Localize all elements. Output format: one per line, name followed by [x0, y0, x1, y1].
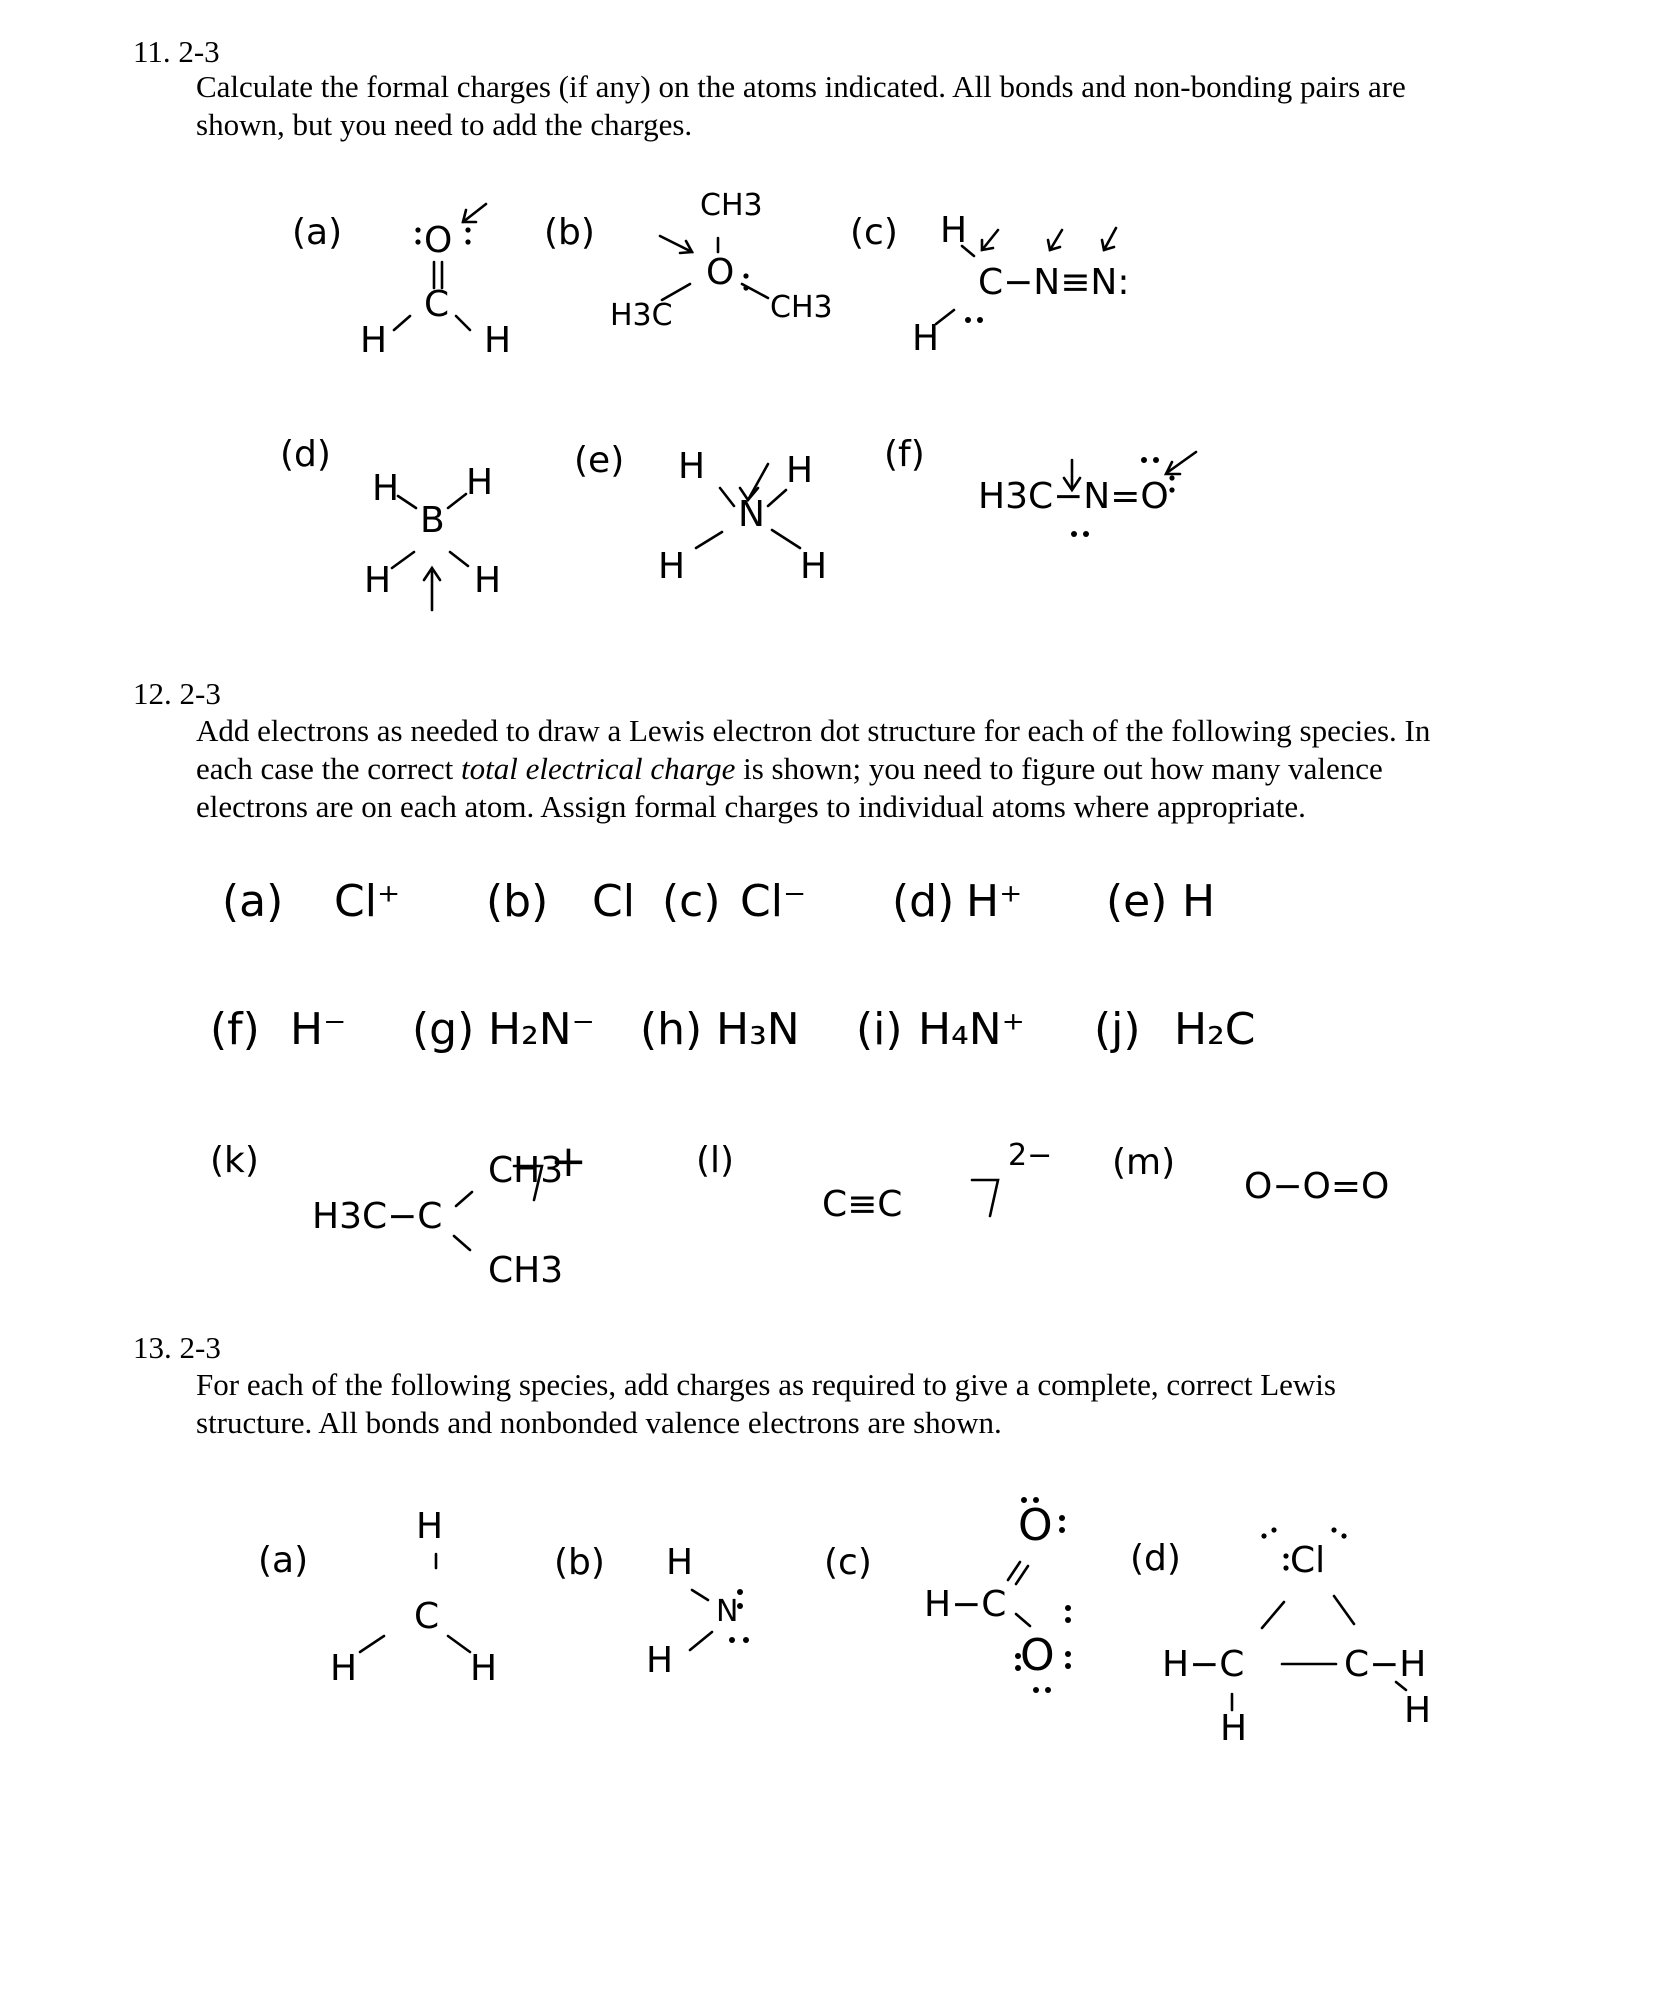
q11a-carbon: C — [424, 284, 450, 325]
q12-text-line1: Add electrons as needed to draw a Lewis electron dot structure for each of the following species. In — [196, 713, 1431, 748]
q12c-formula: Cl⁻ — [740, 876, 807, 927]
q11a-lone-pair-dot — [465, 227, 470, 232]
q13d-chlorine: Cl — [1290, 1540, 1326, 1581]
q11e-bond-upper-left — [720, 488, 734, 506]
q12f-label: (f) — [210, 1004, 260, 1055]
q12m-label: (m) — [1112, 1142, 1176, 1183]
q13d-bond-right-cl — [1334, 1596, 1354, 1624]
q11c-lone-pair-dot — [977, 317, 983, 323]
q11f-lone-pair-dot — [1141, 457, 1147, 463]
q11c-hydrogen-lower: H — [912, 318, 940, 359]
q11e-hydrogen-2: H — [786, 450, 814, 491]
q13c-bond-lower — [1016, 1614, 1030, 1626]
q13d-lone-pair-dot — [1283, 1553, 1288, 1558]
q12k-label: (k) — [210, 1140, 259, 1181]
q11f-formula: H3C−N=O — [978, 476, 1169, 517]
q11d-bond-lower-left — [392, 552, 414, 568]
q12k-bond-lower — [454, 1236, 470, 1250]
q11d-bond-lower-right — [450, 552, 468, 566]
q13d-lone-pair-dot — [1341, 1533, 1346, 1538]
q13b-nitrogen: N — [716, 1594, 739, 1629]
q11d-label: (d) — [280, 434, 331, 475]
q11c-hydrogen-upper: H — [940, 210, 968, 251]
q11b-methyl-top: CH3 — [700, 188, 763, 223]
q11d-hydrogen-1: H — [372, 468, 400, 509]
q11c-formula: C−N≡N: — [978, 262, 1130, 303]
q11a-lone-pair-dot — [415, 227, 420, 232]
q11a-bond-left — [394, 316, 410, 330]
q11a-oxygen: O — [424, 220, 453, 261]
q12k-methyl-lower: CH3 — [488, 1250, 564, 1291]
q12-text-line2-pre: each case the correct — [196, 751, 462, 786]
q12b-formula: Cl — [592, 876, 635, 927]
q12a-formula: Cl⁺ — [334, 876, 401, 927]
q11b-lone-pair-dot — [743, 273, 748, 278]
q11e-bond-lower-left — [696, 532, 722, 548]
q11e-hydrogen-4: H — [800, 546, 828, 587]
q11d-bond-upper-left — [398, 496, 416, 508]
q12h-formula: H₃N — [716, 1004, 800, 1055]
q13a-bond-right — [448, 1636, 470, 1652]
q12h-label: (h) — [640, 1004, 703, 1055]
q13-text-line2: structure. All bonds and nonbonded valence electrons are shown. — [196, 1405, 1002, 1440]
q12e-formula: H — [1182, 876, 1216, 927]
q11f-lone-pair-dot — [1169, 475, 1174, 480]
q13a-hydrogen-top: H — [416, 1506, 444, 1547]
q13a-bond-left — [360, 1636, 384, 1652]
q13d-hydrogen-bottom: H — [1220, 1708, 1248, 1749]
q13c-double-bond-2 — [1016, 1566, 1028, 1584]
q12l-bracket — [972, 1180, 998, 1216]
q13a-hydrogen-right: H — [470, 1648, 498, 1689]
q11e-bond-lower-right — [772, 530, 800, 548]
q13b-hydrogen-upper: H — [666, 1542, 694, 1583]
q11b-methyl-right: CH3 — [770, 290, 833, 325]
q13b-hydrogen-lower: H — [646, 1640, 674, 1681]
q11a-bond-right — [456, 316, 470, 330]
q11a-label: (a) — [292, 212, 343, 253]
q11a-lone-pair-dot — [415, 239, 420, 244]
q13-number: 13. 2-3 — [133, 1330, 221, 1365]
q13b-bond-upper — [692, 1590, 708, 1600]
q13d-lone-pair-dot — [1261, 1533, 1266, 1538]
q13a-label: (a) — [258, 1540, 309, 1581]
q13d-left: H−C — [1162, 1644, 1245, 1685]
q12l-charge: 2− — [1008, 1138, 1053, 1173]
q12j-label: (j) — [1094, 1004, 1141, 1055]
q12-text-line2-post: is shown; you need to figure out how many valence — [735, 751, 1383, 786]
q11f-lone-pair-dot — [1169, 487, 1174, 492]
q13a-carbon: C — [414, 1596, 440, 1637]
q13c-lone-pair-dot — [1045, 1687, 1051, 1693]
q11b-lone-pair-dot — [743, 285, 748, 290]
q13c-lone-pair-dot — [1065, 1605, 1071, 1611]
q12m-formula: O−O=O — [1244, 1166, 1390, 1207]
q11a-hydrogen-right: H — [484, 320, 512, 361]
q11a-hydrogen-left: H — [360, 320, 388, 361]
q12d-formula: H⁺ — [966, 876, 1023, 927]
q13d-label: (d) — [1130, 1538, 1181, 1579]
q12-text-line3: electrons are on each atom. Assign formal charges to individual atoms where appropriate. — [196, 789, 1306, 824]
q13c-lone-pair-dot — [1065, 1651, 1071, 1657]
q11b-oxygen: O — [706, 252, 735, 293]
q13c-h-c: H−C — [924, 1584, 1007, 1625]
q12k-bond-upper — [456, 1192, 472, 1206]
q11b-methyl-left: H3C — [610, 298, 673, 333]
q11a-lone-pair-dot — [465, 239, 470, 244]
q11f-lone-pair-dot — [1083, 531, 1089, 537]
q13c-lone-pair-dot — [1033, 1687, 1039, 1693]
q11e-bond-upper-right — [768, 490, 786, 506]
q12a-label: (a) — [222, 876, 284, 927]
q11e-hydrogen-3: H — [658, 546, 686, 587]
q11c-label: (c) — [850, 212, 898, 253]
q11c-lone-pair-dot — [965, 317, 971, 323]
q11e-nitrogen: N — [738, 494, 765, 535]
q12g-label: (g) — [412, 1004, 475, 1055]
q12-number: 12. 2-3 — [133, 676, 221, 711]
q13b-label: (b) — [554, 1542, 605, 1583]
q12k-methyl-upper: CH3 — [488, 1150, 564, 1191]
q13c-lone-pair-dot — [1059, 1515, 1065, 1521]
q13d-lone-pair-dot — [1331, 1527, 1336, 1532]
q11c-arrow-1-shaft — [982, 230, 998, 250]
q13d-bond-left-cl — [1262, 1602, 1284, 1628]
q11b-label: (b) — [544, 212, 595, 253]
q13b-bond-lower — [690, 1632, 712, 1650]
q11f-lone-pair-dot — [1071, 531, 1077, 537]
q12k-left: H3C−C — [312, 1196, 443, 1237]
q13c-oxygen-top: O — [1018, 1500, 1053, 1551]
q13b-lone-pair-dot — [743, 1637, 749, 1643]
q13d-lone-pair-dot — [1271, 1527, 1276, 1532]
q13d-right: C−H — [1344, 1644, 1427, 1685]
q13c-lone-pair-dot — [1065, 1617, 1071, 1623]
q12i-formula: H₄N⁺ — [918, 1004, 1025, 1055]
q12c-label: (c) — [662, 876, 721, 927]
q13c-label: (c) — [824, 1542, 872, 1583]
q12f-formula: H⁻ — [290, 1004, 347, 1055]
q12i-label: (i) — [856, 1004, 903, 1055]
q12l-label: (l) — [696, 1140, 735, 1181]
q11f-lone-pair-dot — [1153, 457, 1159, 463]
q13c-lone-pair-dot — [1065, 1663, 1071, 1669]
q11d-boron: B — [420, 500, 445, 541]
q12-text-line2-em: total electrical charge — [461, 751, 736, 786]
q11d-hydrogen-2: H — [466, 462, 494, 503]
q12b-label: (b) — [486, 876, 549, 927]
q12l-formula: C≡C — [822, 1184, 903, 1225]
q11e-label: (e) — [574, 440, 625, 481]
q11-text-line1: Calculate the formal charges (if any) on the atoms indicated. All bonds and non-bonding pairs are — [196, 69, 1406, 104]
q13c-oxygen-bottom: O — [1020, 1630, 1055, 1681]
q12e-label: (e) — [1106, 876, 1168, 927]
q11d-hydrogen-3: H — [364, 560, 392, 601]
q11e-hydrogen-1: H — [678, 446, 706, 487]
q11f-label: (f) — [884, 434, 925, 475]
q12j-formula: H₂C — [1174, 1004, 1256, 1055]
q13d-hydrogen-right: H — [1404, 1690, 1432, 1731]
q13c-double-bond-1 — [1008, 1562, 1020, 1580]
q13b-lone-pair-dot — [729, 1637, 735, 1643]
q13-text-line1: For each of the following species, add charges as required to give a complete, correct Lewis — [196, 1367, 1336, 1402]
q13d-lone-pair-dot — [1283, 1565, 1288, 1570]
q13c-lone-pair-dot — [1059, 1527, 1065, 1533]
q12g-formula: H₂N⁻ — [488, 1004, 595, 1055]
q12k-charge: + — [550, 1136, 587, 1187]
q13a-hydrogen-left: H — [330, 1648, 358, 1689]
q11d-hydrogen-4: H — [474, 560, 502, 601]
q11d-bond-upper-right — [448, 494, 466, 508]
q12d-label: (d) — [892, 876, 955, 927]
q11-number: 11. 2-3 — [133, 34, 220, 69]
q11-text-line2: shown, but you need to add the charges. — [196, 107, 693, 142]
